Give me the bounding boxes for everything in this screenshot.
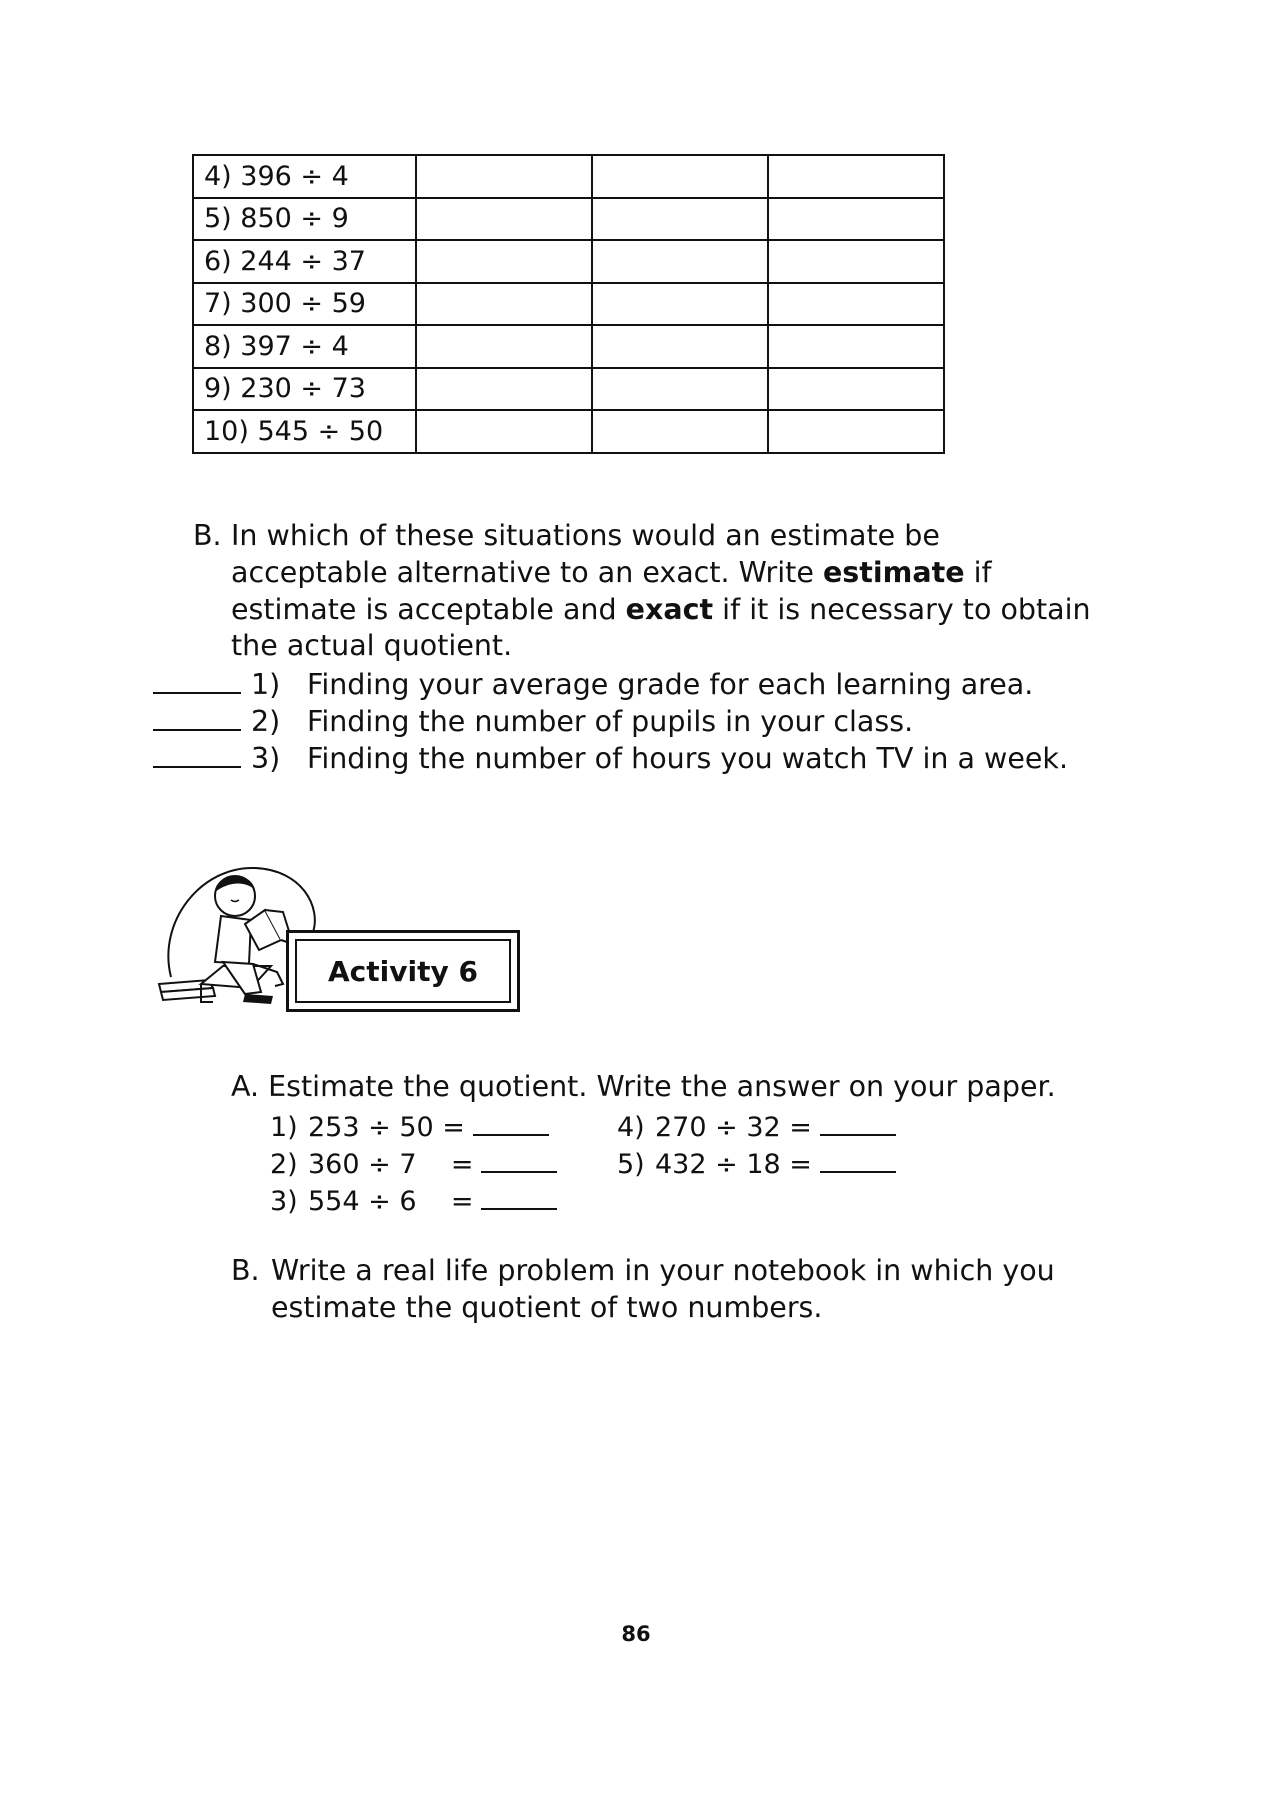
equation-item [617, 1147, 896, 1180]
equation-expression: 554 ÷ 6 = [308, 1186, 474, 1217]
table-row [193, 155, 944, 198]
part-a-label: A. [231, 1070, 260, 1103]
answer-blank[interactable] [481, 1184, 557, 1210]
answer-blank[interactable] [153, 666, 241, 694]
part-b-line: the actual quotient. [231, 629, 513, 663]
text-run: if [964, 555, 992, 589]
situation-list [153, 666, 1068, 776]
equation-expression: 360 ÷ 7 = [308, 1149, 474, 1180]
answer-blank[interactable] [153, 703, 241, 731]
answer-blank[interactable] [820, 1110, 896, 1136]
table-cell-empty[interactable] [768, 325, 944, 368]
table-cell-empty[interactable] [592, 155, 768, 198]
table-cell-item: 4) 396 ÷ 4 [193, 155, 416, 198]
list-item [153, 740, 1068, 777]
equation-expression: 270 ÷ 32 = [655, 1112, 812, 1143]
page-number: 86 [621, 1622, 651, 1646]
equation-item [270, 1110, 549, 1143]
activity-title-box [286, 930, 520, 1012]
table-cell-item: 10) 545 ÷ 50 [193, 410, 416, 453]
part-b-line: Write a real life problem in your notebook in which you [271, 1254, 1055, 1287]
table-row [193, 325, 944, 368]
answer-blank[interactable] [481, 1147, 557, 1173]
text-run: if it is necessary to obtain [713, 592, 1091, 626]
table-cell-empty[interactable] [416, 283, 592, 326]
item-text: Finding the number of pupils in your class. [307, 704, 914, 738]
table-row [193, 283, 944, 326]
activity-part-a-instruction [231, 1068, 1056, 1105]
table-cell-empty[interactable] [592, 198, 768, 241]
estimation-table [192, 154, 945, 454]
equation-expression: 432 ÷ 18 = [655, 1149, 812, 1180]
equation-item [270, 1184, 557, 1217]
table-cell-empty[interactable] [768, 283, 944, 326]
table-cell-empty[interactable] [416, 198, 592, 241]
table-cell-empty[interactable] [592, 325, 768, 368]
answer-blank[interactable] [473, 1110, 549, 1136]
answer-blank[interactable] [153, 740, 241, 768]
text-run: acceptable alternative to an exact. Write [231, 555, 823, 589]
table-cell-empty[interactable] [592, 410, 768, 453]
table-cell-item: 9) 230 ÷ 73 [193, 368, 416, 411]
equation-item [270, 1147, 557, 1180]
table-cell-item: 5) 850 ÷ 9 [193, 198, 416, 241]
keyword-estimate: estimate [822, 555, 965, 589]
list-item [153, 666, 1068, 703]
part-b-line [231, 555, 1131, 592]
table-row [193, 198, 944, 241]
part-b-label: B. [231, 1254, 260, 1287]
part-a-text: Estimate the quotient. Write the answer on your paper. [268, 1070, 1056, 1103]
part-b-line: In which of these situations would an estimate be [231, 519, 940, 552]
table-cell-empty[interactable] [768, 368, 944, 411]
table-cell-item: 7) 300 ÷ 59 [193, 283, 416, 326]
item-text: Finding the number of hours you watch TV in a week. [307, 741, 1068, 775]
list-item [153, 703, 1068, 740]
table-cell-empty[interactable] [416, 368, 592, 411]
table-row [193, 368, 944, 411]
table-cell-empty[interactable] [416, 325, 592, 368]
table-cell-item: 8) 397 ÷ 4 [193, 325, 416, 368]
table-cell-item: 6) 244 ÷ 37 [193, 240, 416, 283]
table-cell-empty[interactable] [768, 155, 944, 198]
part-b-text [231, 518, 1131, 665]
equation-number: 3) [270, 1186, 298, 1217]
table-cell-empty[interactable] [592, 240, 768, 283]
table-row [193, 410, 944, 453]
table-cell-empty[interactable] [416, 155, 592, 198]
table-cell-empty[interactable] [416, 410, 592, 453]
table-row [193, 240, 944, 283]
table-cell-empty[interactable] [592, 368, 768, 411]
item-number: 3) [251, 741, 281, 775]
part-b-label: B. [193, 519, 222, 552]
part-b-text [271, 1252, 1131, 1326]
activity-title: Activity 6 [295, 939, 511, 1003]
keyword-exact: exact [625, 592, 714, 626]
item-number: 1) [251, 668, 281, 701]
equation-number: 2) [270, 1149, 298, 1180]
answer-blank[interactable] [820, 1147, 896, 1173]
item-text: Finding your average grade for each learning area. [307, 668, 1034, 701]
equation-item [617, 1110, 896, 1143]
item-number: 2) [251, 704, 281, 738]
equation-expression: 253 ÷ 50 = [308, 1112, 465, 1143]
table-cell-empty[interactable] [592, 283, 768, 326]
table-cell-empty[interactable] [768, 198, 944, 241]
table-cell-empty[interactable] [768, 240, 944, 283]
part-b-line [231, 592, 1131, 629]
equation-number: 5) [617, 1149, 645, 1180]
equation-number: 4) [617, 1112, 645, 1143]
equation-number: 1) [270, 1112, 298, 1143]
part-b-line: estimate the quotient of two numbers. [271, 1291, 823, 1324]
table-cell-empty[interactable] [416, 240, 592, 283]
text-run: estimate is acceptable and [231, 592, 626, 626]
table-cell-empty[interactable] [768, 410, 944, 453]
